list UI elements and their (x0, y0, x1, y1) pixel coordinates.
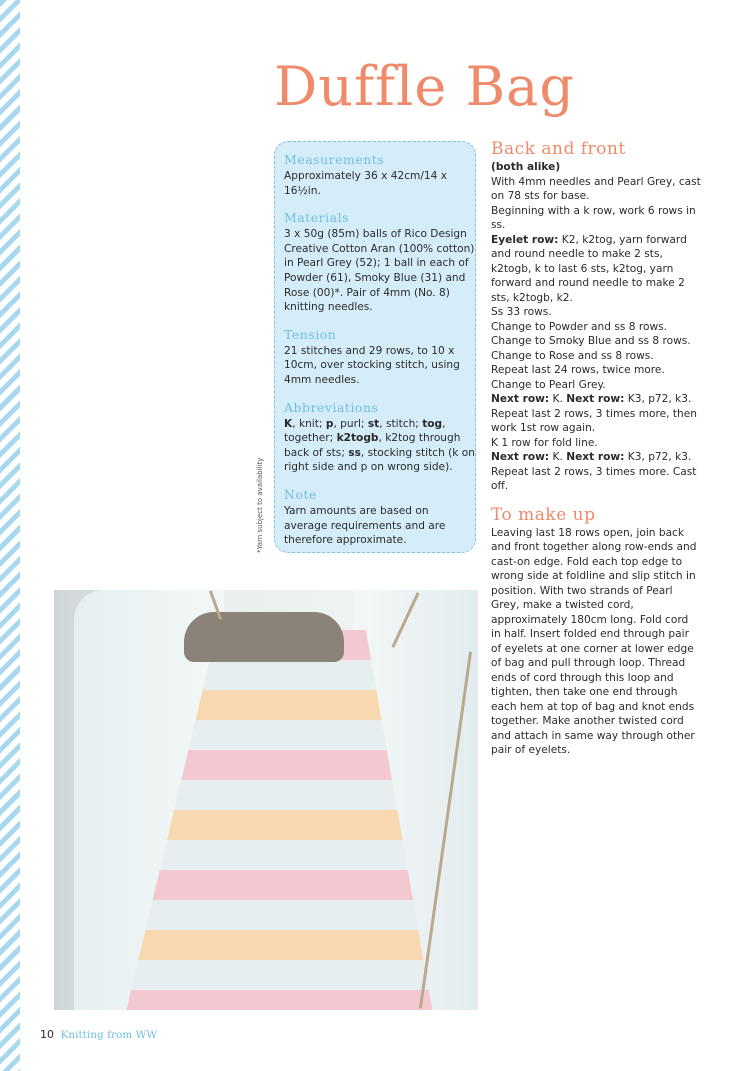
measurements-section (284, 152, 475, 198)
instruction-line: Repeat last 24 rows, twice more. (491, 364, 665, 376)
instructions-column (491, 138, 701, 758)
tension-heading: Tension (284, 326, 337, 342)
instruction-line: K 1 row for fold line. (491, 436, 598, 449)
instruction-line: Ss 33 rows. (491, 306, 552, 318)
abbreviations-heading: Abbreviations (284, 399, 379, 415)
yarn-availability-note: *Yarn subject to availability (256, 457, 264, 553)
note-heading: Note (284, 486, 317, 502)
info-box (274, 141, 476, 553)
bag-drawstring-top (184, 612, 344, 662)
instruction-line: Repeat last 2 rows, 3 times more. Cast off. (491, 465, 697, 492)
instruction-line: Change to Rose and ss 8 rows. (491, 349, 654, 362)
materials-heading: Materials (284, 210, 350, 226)
measurements-text: Approximately 36 x 42cm/14 x 16½in. (284, 170, 448, 197)
eyelet-row-instruction: Eyelet row: K2, k2tog, yarn forward and round needle to make 2 sts, k2togb, k to last 6 sts, k2tog, yarn forward and round needle to make 2 sts, k2togb, k2. (491, 233, 687, 304)
next-row-instruction: Next row: K. Next row: K3, p72, k3. (491, 451, 692, 463)
note-text: Yarn amounts are based on average requirements and are therefore approximate. (284, 504, 446, 547)
tension-text: 21 stitches and 29 rows, to 10 x 10cm, over stocking stitch, using 4mm needles. (284, 344, 460, 386)
stripe-border (0, 0, 20, 1071)
materials-section (284, 210, 475, 315)
abbreviations-text: K, knit; p, purl; st, stitch; tog, together; k2togb, k2tog through back of sts; ss, stocking stitch (k on right side and p on wrong side). (284, 417, 475, 474)
instruction-line: Change to Smoky Blue and ss 8 rows. (491, 335, 691, 347)
back-front-subheading: (both alike) (491, 161, 561, 173)
next-row-instruction: Next row: K. Next row: K3, p72, k3. (491, 393, 692, 405)
measurements-heading: Measurements (284, 152, 385, 167)
magazine-name: Knitting from WW (60, 1029, 158, 1041)
note-section (284, 487, 475, 548)
instruction-line: Change to Powder and ss 8 rows. (491, 320, 668, 333)
duffle-bag-photo (54, 590, 478, 1010)
page-title: Duffle Bag (274, 55, 575, 118)
make-up-text: Leaving last 18 rows open, join back and front together along row-ends and cast-on edge. Fold each top edge to wrong side at foldline and slip stitch in position. With two strands of Pearl Grey, make a twisted cord, approximately 180cm long. Fold cord in half. Insert folded end through pair of eyelets at one corner at lower edge of bag and pull through loop. Thread ends of cord through this loop and tighten, then take one end through each hem at top of bag and knot ends together. Make another twisted cord and attach in same way through other pair of eyelets. (491, 526, 697, 756)
instruction-line: Repeat last 2 rows, 3 times more, then work 1st row again. (491, 407, 697, 434)
instruction-line: Beginning with a k row, work 6 rows in ss. (491, 204, 696, 231)
instruction-line: Change to Pearl Grey. (491, 378, 606, 391)
back-front-heading: Back and front (491, 139, 626, 159)
make-up-heading: To make up (491, 504, 596, 525)
abbreviations-section (284, 400, 475, 475)
tension-section (284, 327, 475, 388)
instruction-line: With 4mm needles and Pearl Grey, cast on 78 sts for base. (491, 175, 701, 202)
page-number: 10 (40, 1028, 54, 1041)
materials-text: 3 x 50g (85m) balls of Rico Design Creative Cotton Aran (100% cotton) in Pearl Grey (52); 1 ball in each of Powder (61), Smoky Blue (31) and Rose (00)*. Pair of 4mm (No. 8) knitting needles. (284, 228, 475, 314)
page-footer (40, 1028, 157, 1041)
